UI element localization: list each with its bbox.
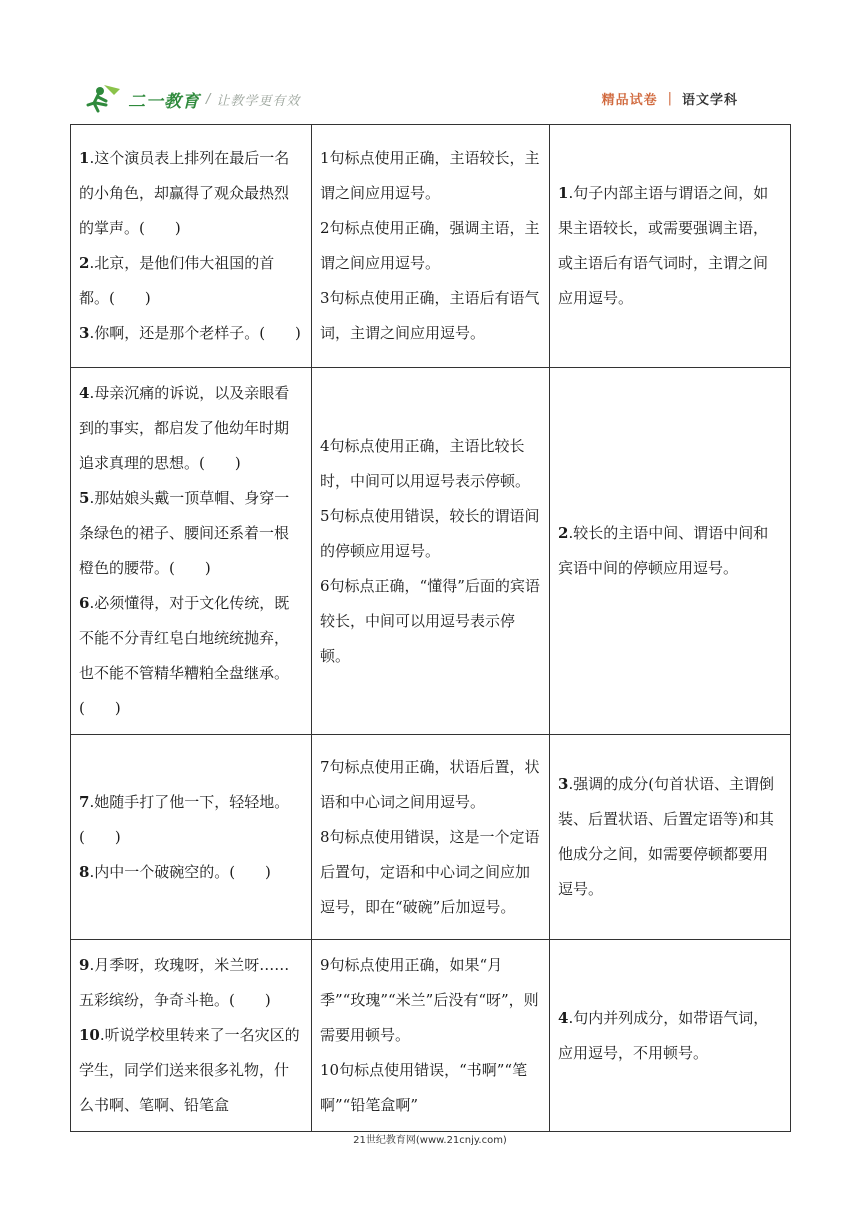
question-item: 8.内中一个破碗空的。( ) — [79, 862, 271, 881]
rule-cell — [550, 940, 791, 1132]
questions-cell — [71, 368, 312, 735]
table-row — [71, 735, 791, 940]
rule-item: 1.句子内部主语与谓语之间，如果主语较长，或需要强调主语，或主语后有语气词时，主谓之间应用逗号。 — [558, 184, 769, 307]
notes-cell — [312, 735, 550, 940]
question-item: 2.北京，是他们伟大祖国的首都。( ) — [79, 254, 275, 307]
question-item: 3.你啊，还是那个老样子。( ) — [79, 324, 301, 342]
questions-cell — [71, 940, 312, 1132]
question-item: 1.这个演员表上排列在最后一名的小角色，却赢得了观众最热烈的掌声。( ) — [79, 149, 290, 237]
rule-item: 4.句内并列成分，如带语气词，应用逗号，不用顿号。 — [558, 1008, 769, 1062]
tag-subject: 语文学科 — [681, 93, 738, 108]
rule-cell — [550, 368, 791, 735]
question-item: 7.她随手打了他一下，轻轻地。( ) — [79, 792, 290, 846]
header-slash: / — [206, 91, 211, 107]
punctuation-table — [70, 124, 791, 1132]
rule-cell — [550, 125, 791, 368]
note-item: 7句标点使用正确，状语后置，状语和中心词之间用逗号。 — [320, 757, 540, 811]
logo — [84, 80, 300, 118]
table-row — [71, 940, 791, 1132]
notes-cell — [312, 125, 550, 368]
questions-cell — [71, 125, 312, 368]
page-footer: 21世纪教育网(www.21cnjy.com) — [353, 1135, 507, 1146]
running-figure-icon — [84, 83, 124, 115]
header-divider: | — [667, 91, 672, 106]
tag-exam: 精品试卷 — [601, 93, 658, 108]
note-item: 3句标点使用正确，主语后有语气词，主谓之间应用逗号。 — [320, 289, 540, 342]
question-item: 10.听说学校里转来了一名灾区的学生，同学们送来很多礼物，什么书啊、笔啊、铅笔盒 — [79, 1026, 300, 1114]
question-item: 6.必须懂得，对于文化传统，既不能不分青红皂白地统统抛弃，也不能不管精华糟粕全盘继承。( ) — [79, 594, 290, 717]
rule-cell — [550, 735, 791, 940]
note-item: 4句标点使用正确，主语比较长时，中间可以用逗号表示停顿。 — [320, 436, 531, 490]
question-item: 4.母亲沉痛的诉说，以及亲眼看到的事实，都启发了他幼年时期追求真理的思想。( ) — [79, 384, 290, 472]
table-row — [71, 125, 791, 368]
rule-item: 2.较长的主语中间、谓语中间和宾语中间的停顿应用逗号。 — [558, 524, 769, 577]
questions-cell — [71, 735, 312, 940]
notes-cell — [312, 940, 550, 1132]
question-item: 5.那姑娘头戴一顶草帽、身穿一条绿色的裙子、腰间还系着一根橙色的腰带。( ) — [79, 489, 290, 577]
note-item: 10句标点使用错误，“书啊”“笔啊”“铅笔盒啊” — [320, 1061, 528, 1114]
brand-slogan: 让教学更有效 — [216, 93, 301, 109]
note-item: 5句标点使用错误，较长的谓语间的停顿应用逗号。 — [320, 506, 540, 560]
note-item: 1句标点使用正确，主语较长，主谓之间应用逗号。 — [320, 149, 540, 202]
question-item: 9.月季呀，玫瑰呀，米兰呀……五彩缤纷，争奇斗艳。( ) — [79, 956, 290, 1009]
note-item: 8句标点使用错误，这是一个定语后置句，定语和中心词之间应加逗号，即在“破碗”后加逗号。 — [320, 827, 540, 916]
brand-name: 二一教育 — [128, 91, 200, 112]
note-item: 9句标点使用正确，如果“月季”“玫瑰”“米兰”后没有“呀”，则需要用顿号。 — [320, 956, 539, 1044]
note-item: 2句标点使用正确，强调主语，主谓之间应用逗号。 — [320, 219, 540, 272]
page-header — [84, 80, 784, 118]
note-item: 6句标点正确，“懂得”后面的宾语较长，中间可以用逗号表示停顿。 — [320, 576, 540, 665]
header-tags — [602, 89, 738, 108]
notes-cell — [312, 368, 550, 735]
rule-item: 3.强调的成分(句首状语、主谓倒装、后置状语、后置定语等)和其他成分之间，如需要停顿都要用逗号。 — [558, 775, 775, 898]
table-row — [71, 368, 791, 735]
